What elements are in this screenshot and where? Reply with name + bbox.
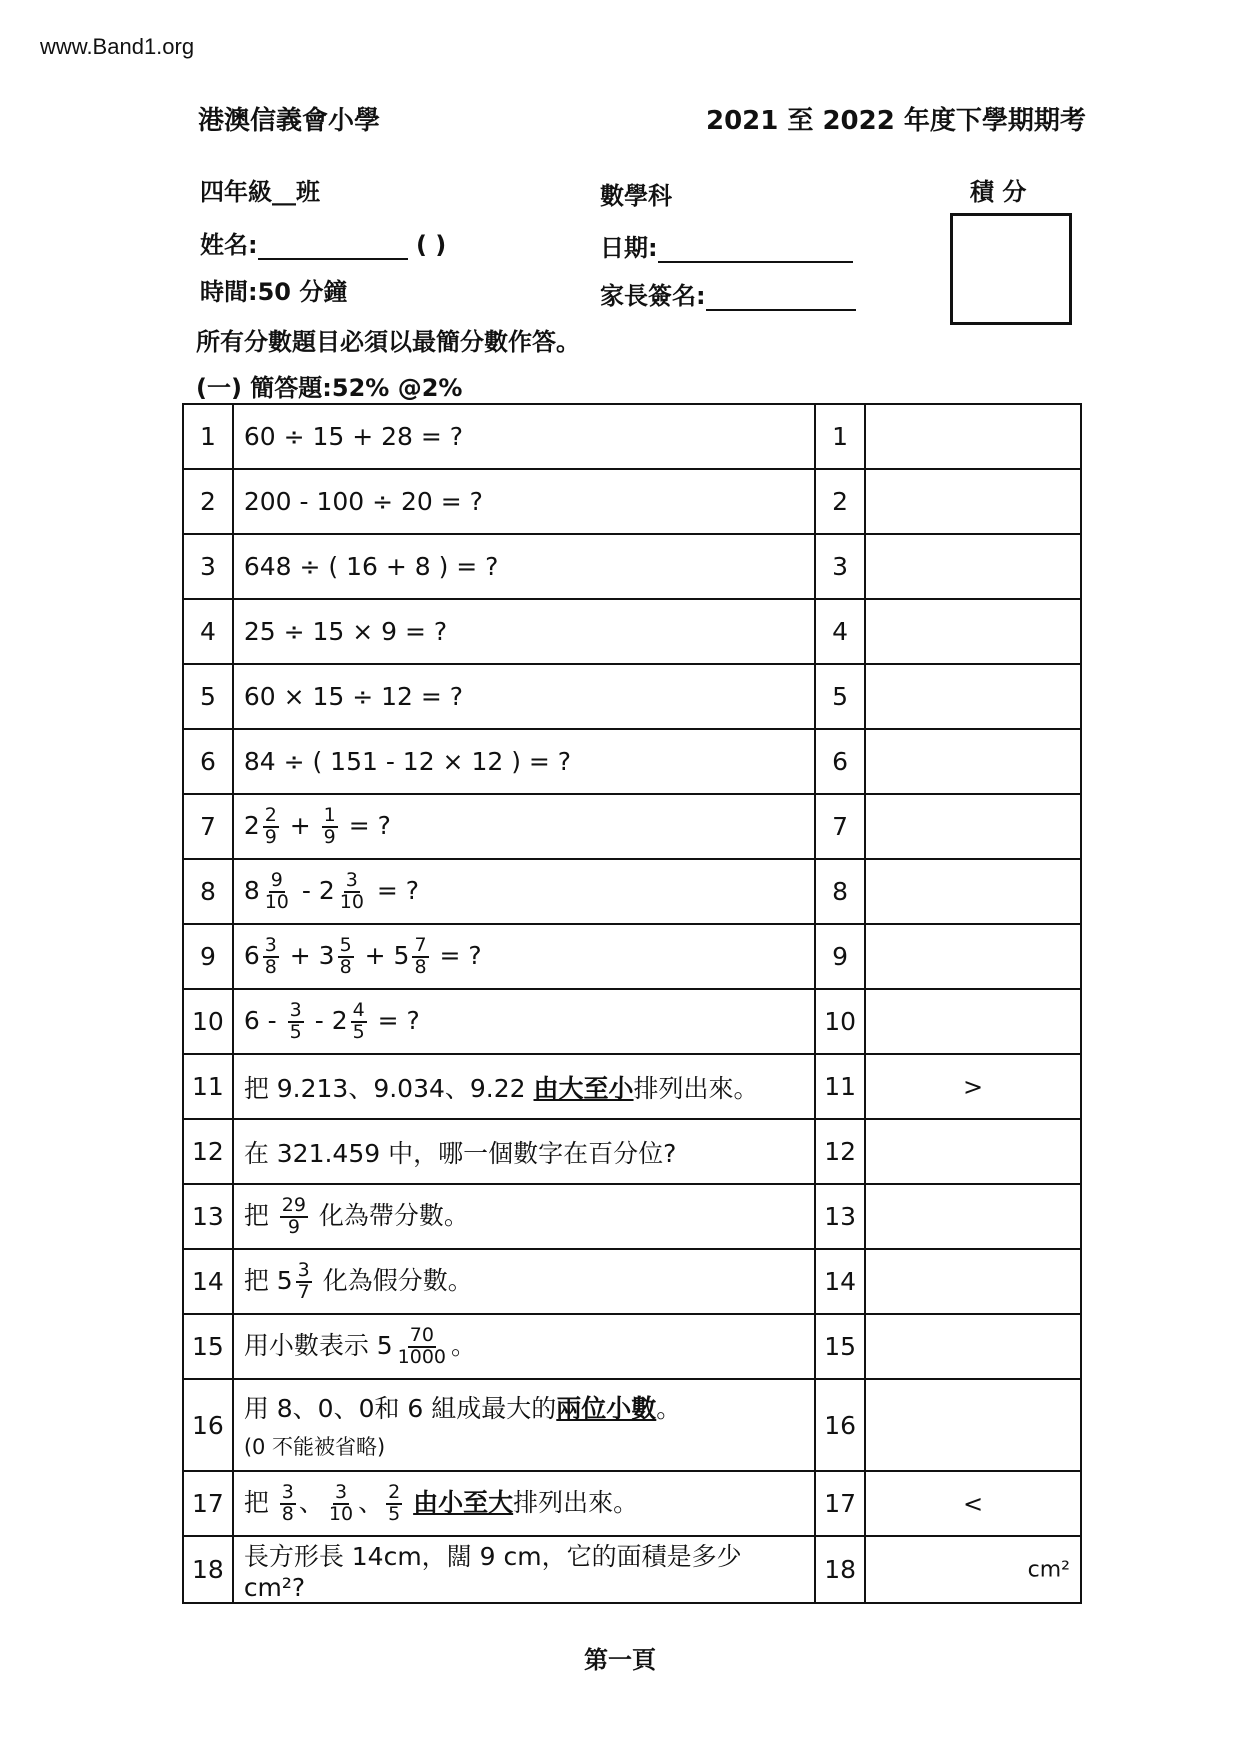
fraction <box>386 1480 402 1525</box>
fraction <box>280 1480 296 1525</box>
question-pre: 用小數表示 5 <box>243 1330 393 1360</box>
question-number: 2 <box>183 469 233 534</box>
whole-number: 8 <box>243 875 260 905</box>
question-text: 在 321.459 中，哪一個數字在百分位? <box>233 1119 815 1184</box>
denominator: 9 <box>287 1215 300 1238</box>
fraction <box>412 933 428 978</box>
operator: - <box>267 1005 277 1035</box>
question-post: 化為帶分數。 <box>318 1200 469 1230</box>
numerator: 3 <box>281 1480 294 1503</box>
question-post: 排列出來。 <box>513 1487 639 1517</box>
denominator: 8 <box>339 955 352 978</box>
question-number: 1 <box>183 404 233 469</box>
question-text: 60 ÷ 15 + 28 = ? <box>233 404 815 469</box>
question-text <box>233 1184 815 1249</box>
question-number: 18 <box>183 1536 233 1603</box>
question-text <box>233 1471 815 1536</box>
answer-box[interactable] <box>865 404 1081 469</box>
question-text: 648 ÷ ( 16 + 8 ) = ? <box>233 534 815 599</box>
answer-box[interactable] <box>865 729 1081 794</box>
numerator: 2 <box>264 803 277 826</box>
numerator: 3 <box>297 1258 310 1281</box>
denominator: 5 <box>388 1502 401 1525</box>
fraction <box>338 933 354 978</box>
instruction: 所有分數題目必須以最簡分數作答。 <box>196 328 580 356</box>
answer-box[interactable] <box>865 469 1081 534</box>
numerator: 3 <box>334 1480 348 1503</box>
table-row <box>183 1471 1081 1536</box>
section-title: (一) 簡答題:52% @2% <box>196 374 463 402</box>
answer-number: 9 <box>815 924 865 989</box>
fraction <box>322 803 338 848</box>
emphasis: 兩位小數 <box>556 1394 657 1423</box>
parent-row <box>600 276 856 311</box>
date-label: 日期: <box>600 234 658 262</box>
name-row <box>200 225 446 260</box>
denominator: 10 <box>264 890 289 913</box>
question-pre: 把 5 <box>243 1265 293 1295</box>
emphasis: 由大至小 <box>533 1073 634 1103</box>
answer-number: 8 <box>815 859 865 924</box>
operator: + <box>364 940 386 970</box>
question-number: 6 <box>183 729 233 794</box>
denominator: 10 <box>339 890 364 913</box>
numerator: 29 <box>281 1193 306 1216</box>
table-row <box>183 664 1081 729</box>
question-pre: 把 9.213、9.034、9.22 <box>243 1073 534 1103</box>
numerator: 5 <box>339 933 352 956</box>
answer-box[interactable] <box>865 1249 1081 1314</box>
whole-number: 2 <box>331 1005 348 1035</box>
answer-number: 12 <box>815 1119 865 1184</box>
question-pre: 把 <box>243 1200 269 1230</box>
separator: 、 <box>358 1487 384 1517</box>
answer-number: 6 <box>815 729 865 794</box>
answer-number: 13 <box>815 1184 865 1249</box>
table-row <box>183 1249 1081 1314</box>
question-post: 。 <box>656 1394 682 1423</box>
answer-box[interactable] <box>865 664 1081 729</box>
numerator: 3 <box>345 868 358 891</box>
question-note: (0 不能被省略) <box>243 1435 386 1459</box>
answer-box[interactable] <box>865 1471 1081 1536</box>
question-text <box>233 1379 815 1471</box>
whole-number: 2 <box>318 875 335 905</box>
question-post: 化為假分數。 <box>322 1265 473 1295</box>
table-row <box>183 794 1081 859</box>
answer-box[interactable] <box>865 1379 1081 1471</box>
question-number: 13 <box>183 1184 233 1249</box>
question-number: 7 <box>183 794 233 859</box>
denominator: 9 <box>323 825 336 848</box>
question-number: 12 <box>183 1119 233 1184</box>
score-box[interactable] <box>950 213 1072 325</box>
answer-box[interactable] <box>865 1119 1081 1184</box>
answer-number: 17 <box>815 1471 865 1536</box>
table-row <box>183 1536 1081 1603</box>
question-text: 84 ÷ ( 151 - 12 × 12 ) = ? <box>233 729 815 794</box>
table-row <box>183 1119 1081 1184</box>
fraction <box>396 1323 448 1368</box>
denominator: 1000 <box>397 1345 447 1368</box>
whole-number: 5 <box>393 940 410 970</box>
unit-label: cm² <box>1027 1557 1070 1582</box>
question-pre: 把 <box>243 1487 269 1517</box>
answer-number: 14 <box>815 1249 865 1314</box>
exam-term: 2021 至 2022 年度下學期期考 <box>706 106 1086 136</box>
table-row <box>183 989 1081 1054</box>
equals-question: = ? <box>439 940 482 970</box>
fraction <box>288 998 304 1043</box>
numerator: 1 <box>323 803 336 826</box>
question-number: 9 <box>183 924 233 989</box>
answer-number: 15 <box>815 1314 865 1379</box>
question-number: 5 <box>183 664 233 729</box>
question-number: 15 <box>183 1314 233 1379</box>
whole-number: 6 <box>243 1005 260 1035</box>
denominator: 5 <box>352 1020 365 1043</box>
emphasis: 由小至大 <box>413 1487 514 1517</box>
table-row <box>183 729 1081 794</box>
answer-number: 11 <box>815 1054 865 1119</box>
answer-box[interactable] <box>865 924 1081 989</box>
school-name: 港澳信義會小學 <box>198 106 381 136</box>
answer-number: 5 <box>815 664 865 729</box>
question-number: 4 <box>183 599 233 664</box>
table-row <box>183 1379 1081 1471</box>
answer-box[interactable] <box>865 1314 1081 1379</box>
answer-box[interactable] <box>865 599 1081 664</box>
numerator: 3 <box>289 998 302 1021</box>
whole-number: 3 <box>318 940 335 970</box>
operator: - <box>301 875 311 905</box>
numerator: 70 <box>409 1323 434 1346</box>
table-row <box>183 534 1081 599</box>
table-row <box>183 404 1081 469</box>
site-watermark: www.Band1.org <box>40 34 195 59</box>
table-row <box>183 1314 1081 1379</box>
greater-than-mark: > <box>962 1073 984 1101</box>
answer-number: 1 <box>815 404 865 469</box>
score-label: 積 分 <box>970 178 1027 206</box>
parent-label: 家長簽名: <box>600 282 706 310</box>
less-than-mark: < <box>962 1490 984 1518</box>
question-pre: 用 8、0、0和 6 組成最大的 <box>243 1394 557 1423</box>
answer-box[interactable] <box>865 989 1081 1054</box>
date-row <box>600 228 853 263</box>
fraction <box>280 1193 308 1238</box>
question-text <box>233 924 815 989</box>
equals-question: = ? <box>377 1005 420 1035</box>
table-row <box>183 859 1081 924</box>
numerator: 7 <box>414 933 427 956</box>
numerator: 9 <box>270 868 283 891</box>
date-field[interactable] <box>658 261 853 263</box>
fraction <box>263 868 291 913</box>
question-table <box>182 403 1082 1604</box>
question-text: 200 - 100 ÷ 20 = ? <box>233 469 815 534</box>
question-text <box>233 989 815 1054</box>
answer-box[interactable] <box>865 794 1081 859</box>
time-limit: 時間:50 分鐘 <box>200 278 348 306</box>
fraction <box>351 998 367 1043</box>
table-row <box>183 924 1081 989</box>
page-number: 第一頁 <box>584 1646 656 1674</box>
fraction <box>338 868 366 913</box>
question-post: 。 <box>451 1330 477 1360</box>
answer-number: 16 <box>815 1379 865 1471</box>
denominator: 8 <box>414 955 427 978</box>
equals-question: = ? <box>348 810 391 840</box>
numerator: 4 <box>352 998 365 1021</box>
answer-number: 10 <box>815 989 865 1054</box>
answer-number: 3 <box>815 534 865 599</box>
fraction <box>296 1258 312 1303</box>
question-text: 25 ÷ 15 × 9 = ? <box>233 599 815 664</box>
denominator: 9 <box>264 825 277 848</box>
operator: + <box>289 810 311 840</box>
whole-number: 6 <box>243 940 260 970</box>
operator: + <box>289 940 311 970</box>
answer-box[interactable] <box>865 1054 1081 1119</box>
denominator: 7 <box>297 1280 310 1303</box>
question-post: 排列出來。 <box>633 1073 759 1103</box>
answer-box[interactable] <box>865 1536 1081 1603</box>
answer-box[interactable] <box>865 534 1081 599</box>
question-number: 16 <box>183 1379 233 1471</box>
question-text <box>233 1314 815 1379</box>
table-row <box>183 599 1081 664</box>
question-text <box>233 1249 815 1314</box>
question-text <box>233 859 815 924</box>
question-number: 17 <box>183 1471 233 1536</box>
fraction <box>263 933 279 978</box>
parent-signature-field[interactable] <box>706 309 856 311</box>
whole-number: 2 <box>243 810 260 840</box>
subject: 數學科 <box>600 182 672 210</box>
question-text: 60 × 15 ÷ 12 = ? <box>233 664 815 729</box>
question-number: 3 <box>183 534 233 599</box>
denominator: 8 <box>281 1502 294 1525</box>
operator: - <box>314 1005 324 1035</box>
answer-box[interactable] <box>865 1184 1081 1249</box>
separator: 、 <box>298 1487 324 1517</box>
answer-number: 2 <box>815 469 865 534</box>
table-row <box>183 469 1081 534</box>
answer-box[interactable] <box>865 859 1081 924</box>
question-text <box>233 1054 815 1119</box>
name-label: 姓名: <box>200 231 258 259</box>
grade-class: 四年級__班 <box>200 178 320 206</box>
question-number: 11 <box>183 1054 233 1119</box>
fraction <box>327 1480 355 1525</box>
table-row <box>183 1184 1081 1249</box>
fraction <box>263 803 279 848</box>
question-text: 長方形長 14cm，闊 9 cm，它的面積是多少 cm²? <box>233 1536 815 1603</box>
question-number: 14 <box>183 1249 233 1314</box>
name-field[interactable] <box>258 258 408 260</box>
answer-number: 7 <box>815 794 865 859</box>
numerator: 3 <box>264 933 277 956</box>
denominator: 8 <box>264 955 277 978</box>
numerator: 2 <box>388 1480 401 1503</box>
table-row <box>183 1054 1081 1119</box>
question-number: 10 <box>183 989 233 1054</box>
denominator: 10 <box>328 1502 354 1525</box>
equals-question: = ? <box>376 875 420 905</box>
answer-number: 4 <box>815 599 865 664</box>
class-number-field[interactable]: ( ) <box>415 231 447 259</box>
answer-number: 18 <box>815 1536 865 1603</box>
question-text <box>233 794 815 859</box>
question-number: 8 <box>183 859 233 924</box>
denominator: 5 <box>289 1020 302 1043</box>
